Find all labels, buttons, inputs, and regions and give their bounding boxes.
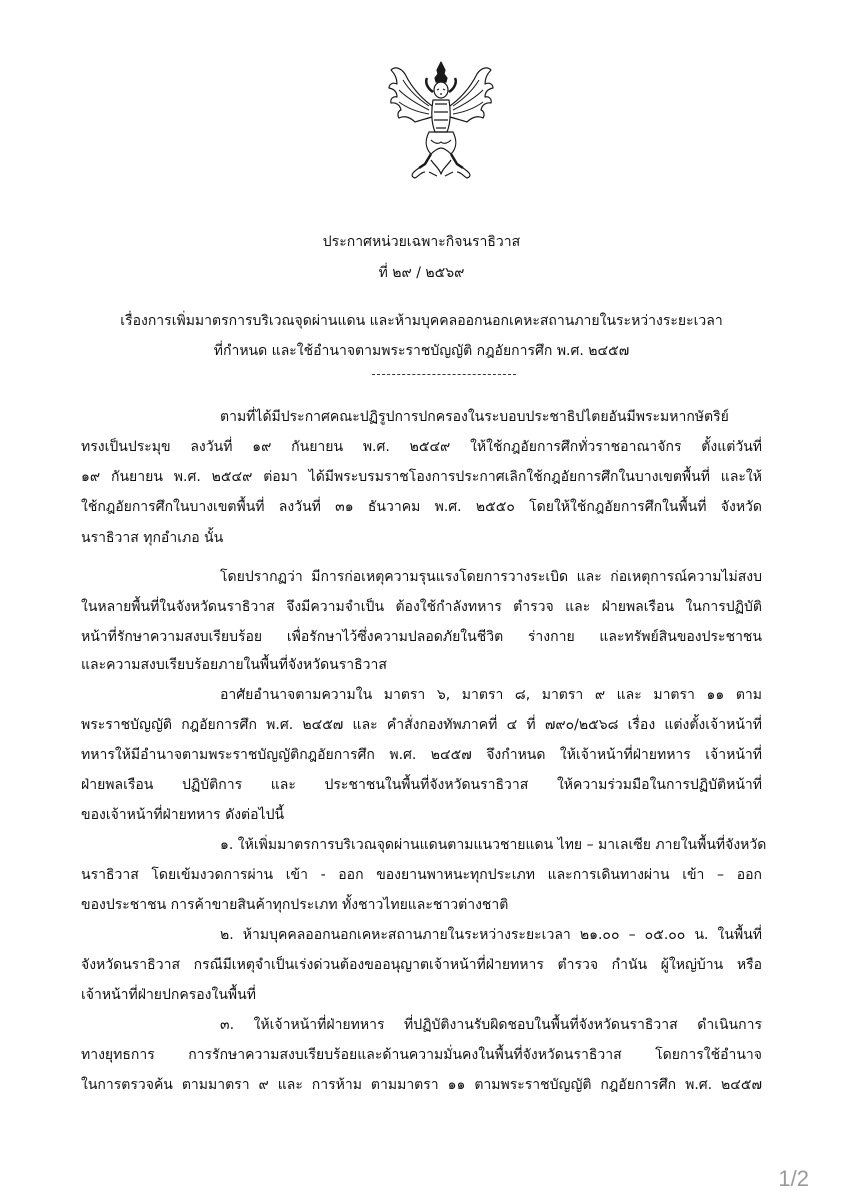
- body-line: ฝ่ายพลเรือน ปฏิบัติการ และ ประชาชนในพื้นที่จังหวัดนราธิวาส ให้ความร่วมมือในการปฏิบัติหน้าที่: [81, 777, 762, 793]
- document-number: ที่ ๒๙ / ๒๕๖๙: [378, 265, 465, 281]
- body-line: ใช้กฎอัยการศึกในบางเขตพื้นที่ ลงวันที่ ๓๑ ธันวาคม พ.ศ. ๒๕๕๐ โดยให้ใช้กฎอัยการศึกในพื้นที่ จังหวัด: [81, 499, 762, 515]
- body-line: หน้าที่รักษาความสงบเรียบร้อย เพื่อรักษาไว้ซึ่งความปลอดภัยในชีวิต ร่างกาย และทรัพย์สินของประชาชน: [81, 629, 762, 645]
- body-line: จังหวัดนราธิวาส กรณีมีเหตุจำเป็นเร่งด่วนต้องขออนุญาตเจ้าหน้าที่ฝ่ายทหาร ตำรวจ กำนัน ผู้ใหญ่บ้าน หรือ: [81, 957, 762, 973]
- header-divider: [372, 374, 516, 375]
- page-indicator: 1/2: [778, 1166, 809, 1191]
- body-line: ทรงเป็นประมุข ลงวันที่ ๑๙ กันยายน พ.ศ. ๒๕๔๙ ให้ใช้กฎอัยการศึกทั่วราชอาณาจักร ตั้งแต่วันที่: [81, 439, 762, 455]
- body-line: ๑. ให้เพิ่มมาตรการบริเวณจุดผ่านแดนตามแนวชายแดน ไทย – มาเลเซีย ภายในพื้นที่จังหวัด: [220, 837, 767, 853]
- body-line: ของเจ้าหน้าที่ฝ่ายทหาร ดังต่อไปนี้: [81, 807, 285, 823]
- body-line: เจ้าหน้าที่ฝ่ายปกครองในพื้นที่: [81, 987, 256, 1003]
- body-line: อาศัยอำนาจตามความใน มาตรา ๖, มาตรา ๘, มาตรา ๙ และ มาตรา ๑๑ ตาม: [220, 687, 762, 703]
- body-line: ๒. ห้ามบุคคลออกนอกเคหะสถานภายในระหว่างระยะเวลา ๒๑.๐๐ – ๐๕.๐๐ น. ในพื้นที่: [220, 927, 762, 943]
- body-line: นราธิวาส โดยเข้มงวดการผ่าน เข้า - ออก ของยานพาหนะทุกประเภท และการเดินทางผ่าน เข้า – ออก: [81, 867, 762, 883]
- body-line: ๓. ให้เจ้าหน้าที่ฝ่ายทหาร ที่ปฏิบัติงานรับผิดชอบในพื้นที่จังหวัดนราธิวาส ดำเนินการ: [220, 1017, 762, 1033]
- body-line: ๑๙ กันยายน พ.ศ. ๒๕๔๙ ต่อมา ได้มีพระบรมราชโองการประกาศเลิกใช้กฎอัยการศึกในบางเขตพื้นที่ และให้: [81, 469, 762, 485]
- body-line: และความสงบเรียบร้อยภายในพื้นที่จังหวัดนราธิวาส: [81, 657, 387, 673]
- document-title: ประกาศหน่วยเฉพาะกิจนราธิวาส: [322, 234, 521, 250]
- body-line: ทหารให้มีอำนาจตามพระราชบัญญัติกฎอัยการศึก พ.ศ. ๒๔๕๗ จึงกำหนด ให้เจ้าหน้าที่ฝ่ายทหาร เจ้าหน้าที่: [81, 747, 762, 763]
- body-line: พระราชบัญญัติ กฎอัยการศึก พ.ศ. ๒๔๕๗ และ คำสั่งกองทัพภาคที่ ๔ ที่ ๗๙๐/๒๕๖๘ เรื่อง แต่งตั้งเจ้าหน้าที่: [81, 717, 762, 733]
- subject-line-2: ที่กำหนด และใช้อำนาจตามพระราชบัญญัติ กฎอัยการศึก พ.ศ. ๒๔๕๗: [213, 343, 630, 359]
- body-line: ในหลายพื้นที่ในจังหวัดนราธิวาส จึงมีความจำเป็น ต้องใช้กำลังทหาร ตำรวจ และ ฝ่ายพลเรือน ในการปฏิบัติ: [81, 599, 762, 615]
- garuda-emblem-icon: [385, 60, 497, 182]
- body-line: นราธิวาส ทุกอำเภอ นั้น: [81, 530, 224, 546]
- subject-line-1: เรื่องการเพิ่มมาตรการบริเวณจุดผ่านแดน และห้ามบุคคลออกนอกเคหะสถานภายในระหว่างระยะเวลา: [120, 313, 723, 329]
- body-line: ในการตรวจค้น ตามมาตรา ๙ และ การห้าม ตามมาตรา ๑๑ ตามพระราชบัญญัติ กฎอัยการศึก พ.ศ. ๒๔๕๗: [81, 1077, 762, 1093]
- body-line: ของประชาชน การค้าขายสินค้าทุกประเภท ทั้งชาวไทยและชาวต่างชาติ: [81, 897, 509, 913]
- body-line: ตามที่ได้มีประกาศคณะปฏิรูปการปกครองในระบอบประชาธิปไตยอันมีพระมหากษัตริย์: [220, 409, 729, 425]
- body-line: ทางยุทธการ การรักษาความสงบเรียบร้อยและด้านความมั่นคงในพื้นที่จังหวัดนราธิวาส โดยการใช้อำนาจ: [81, 1047, 762, 1063]
- body-line: โดยปรากฏว่า มีการก่อเหตุความรุนแรงโดยการวางระเบิด และ ก่อเหตุการณ์ความไม่สงบ: [220, 569, 762, 585]
